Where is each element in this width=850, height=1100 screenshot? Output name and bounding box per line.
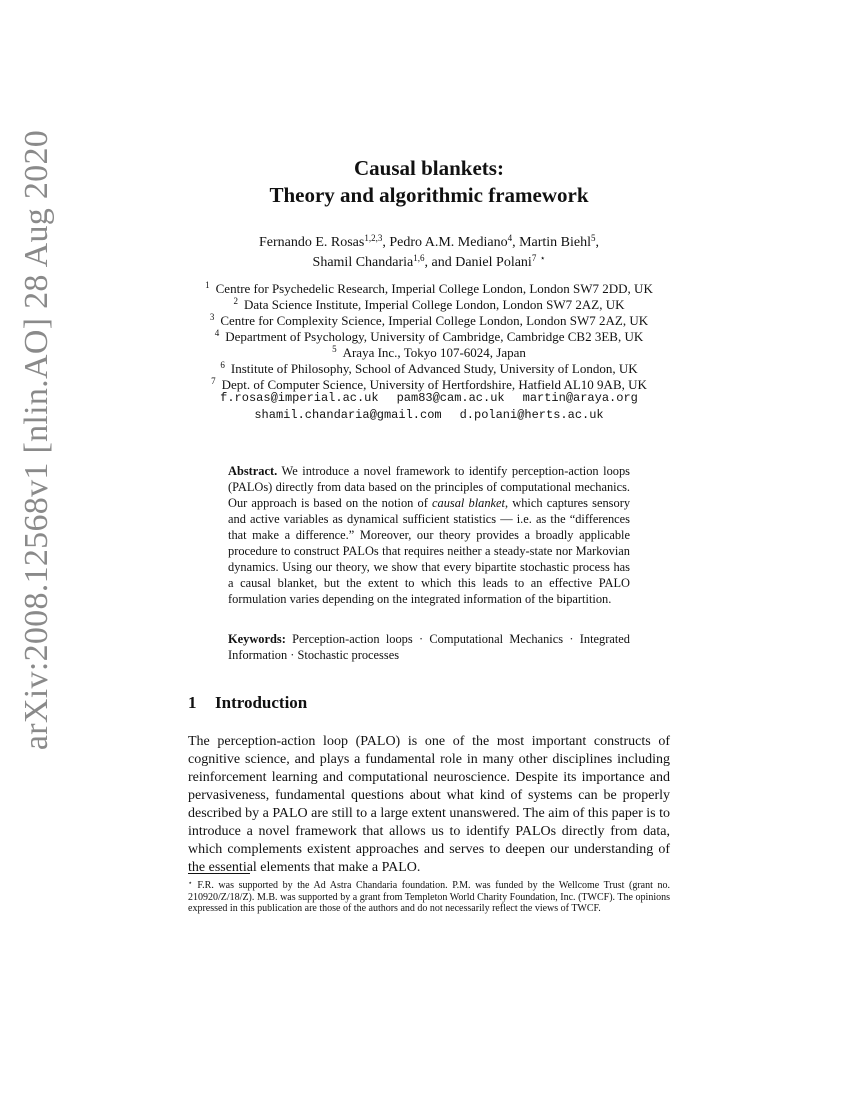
affiliation-number: 4: [214, 328, 220, 338]
affiliation-item: [188, 297, 670, 313]
affiliation-item: [188, 329, 670, 345]
affiliation-list: [188, 281, 670, 393]
keywords-label: Keywords:: [228, 632, 286, 646]
affiliation-text: Araya Inc., Tokyo 107-6024, Japan: [342, 345, 526, 360]
affiliation-item: [188, 313, 670, 329]
author-list: [188, 233, 670, 273]
abstract-text: We introduce a novel framework to identify perception-action loops (PALOs) directly from data based on the principles of computational mechanics. Our approach is based on the notion of: [228, 464, 630, 510]
email-address: martin@araya.org: [522, 391, 638, 405]
affiliation-item: [188, 281, 670, 297]
author-affiliation-marker: 1,2,3: [364, 233, 383, 243]
section-heading: [188, 693, 307, 713]
keywords-text: Perception-action loops · Computational Mechanics · Integrated Information · Stochastic processes: [228, 632, 630, 662]
author-affiliation-marker: 1,6: [413, 253, 425, 263]
author-name: Shamil Chandaria: [312, 255, 414, 270]
author-name: , Pedro A.M. Mediano: [382, 235, 508, 250]
footnote-marker: ⋆: [188, 879, 193, 887]
email-address: pam83@cam.ac.uk: [396, 391, 505, 405]
section-number: 1: [188, 693, 197, 712]
footnote-divider: [188, 873, 250, 874]
abstract-emphasis: causal blanket: [432, 496, 505, 510]
affiliation-text: Institute of Philosophy, School of Advanced Study, University of London, UK: [230, 361, 638, 376]
author-line-2: [188, 253, 670, 273]
email-address: d.polani@herts.ac.uk: [459, 408, 604, 422]
affiliation-text: Centre for Complexity Science, Imperial College London, London SW7 2AZ, UK: [220, 313, 649, 328]
affiliation-number: 3: [209, 312, 215, 322]
affiliation-number: 5: [332, 344, 337, 354]
intro-paragraph: The perception-action loop (PALO) is one of the most important constructs of cognitive science, and plays a fundamental role in many other disciplines including reinforcement learning and computational neuroscience. Despite its importance and pervasiveness, fundamental questions about what kind of systems can be properly described by a PALO are still to a large extent unanswered. The aim of this paper is to introduce a novel framework that allows us to identify PALOs directly from data, which complements existent approaches and serves to deepen our understanding of the essential elements that make a PALO.: [188, 734, 670, 875]
affiliation-number: 2: [233, 296, 238, 306]
paper-title: [188, 155, 670, 209]
arxiv-identifier-stamp: [12, 60, 62, 820]
author-line-1: Fernando E. Rosas$^{1,2,3}$, Pedro A.M. Mediano$^4$, Martin Biehl$^5$,: [258, 233, 600, 250]
title-line-1: Causal blankets:: [354, 156, 504, 180]
footnote: [188, 878, 670, 915]
affiliation-text: Data Science Institute, Imperial College London, London SW7 2AZ, UK: [243, 297, 625, 312]
author-name: , and Daniel Polani: [424, 255, 532, 270]
affiliation-text: Dept. of Computer Science, University of Hertfordshire, Hatfield AL10 9AB, UK: [221, 377, 647, 392]
section-title: Introduction: [215, 693, 308, 712]
keywords: [228, 631, 630, 663]
affiliation-number: 1: [205, 280, 210, 290]
email-line-2: [188, 407, 670, 424]
title-line-2: Theory and algorithmic framework: [269, 183, 589, 207]
affiliation-item: [188, 345, 670, 361]
author-name: Fernando E. Rosas: [258, 235, 365, 250]
footnote-text: F.R. was supported by the Ad Astra Chandaria foundation. P.M. was funded by the Wellcome Trust (grant no. 210920/Z/18/Z). M.B. was supported by a grant from Templeton World Charity Foundation, Inc. (TWCF). The opinions expressed in this publication are those of the authors and do not necessarily reflect the views of TWCF.: [188, 880, 670, 914]
author-affiliation-marker: 4: [507, 233, 513, 243]
author-name: , Martin Biehl: [512, 235, 592, 250]
abstract: [228, 463, 630, 607]
affiliation-number: 6: [220, 360, 225, 370]
author-affiliation-marker: 7: [531, 253, 537, 263]
footnote-star-marker: ⋆: [539, 253, 546, 263]
affiliation-item: [188, 361, 670, 377]
email-address: f.rosas@imperial.ac.uk: [220, 391, 379, 405]
email-list: [188, 390, 670, 424]
affiliation-number: 7: [211, 376, 216, 386]
author-affiliation-marker: 5: [591, 233, 596, 243]
abstract-label: Abstract.: [228, 464, 278, 478]
arxiv-id-text: arXiv:2008.12568v1 [nlin.AO] 28 Aug 2020: [18, 129, 55, 751]
affiliation-text: Department of Psychology, University of Cambridge, Cambridge CB2 3EB, UK: [225, 329, 644, 344]
email-line-1: [188, 390, 670, 407]
affiliation-text: Centre for Psychedelic Research, Imperial College London, London SW7 2DD, UK: [215, 281, 653, 296]
abstract-text: , which captures sensory and active variables as dynamical sufficient statistics — i.e. as the “differences that make a difference.” Moreover, our theory provides a broadly applicable procedure to construct PALOs that requires neither a steady-state nor Markovian dynamics. Using our theory, we show that every bipartite stochastic process has a causal blanket, but the extent to which this leads to an effective PALO formulation varies depending on the integrated information of the bipartition.: [228, 496, 631, 606]
email-address: shamil.chandaria@gmail.com: [254, 408, 442, 422]
